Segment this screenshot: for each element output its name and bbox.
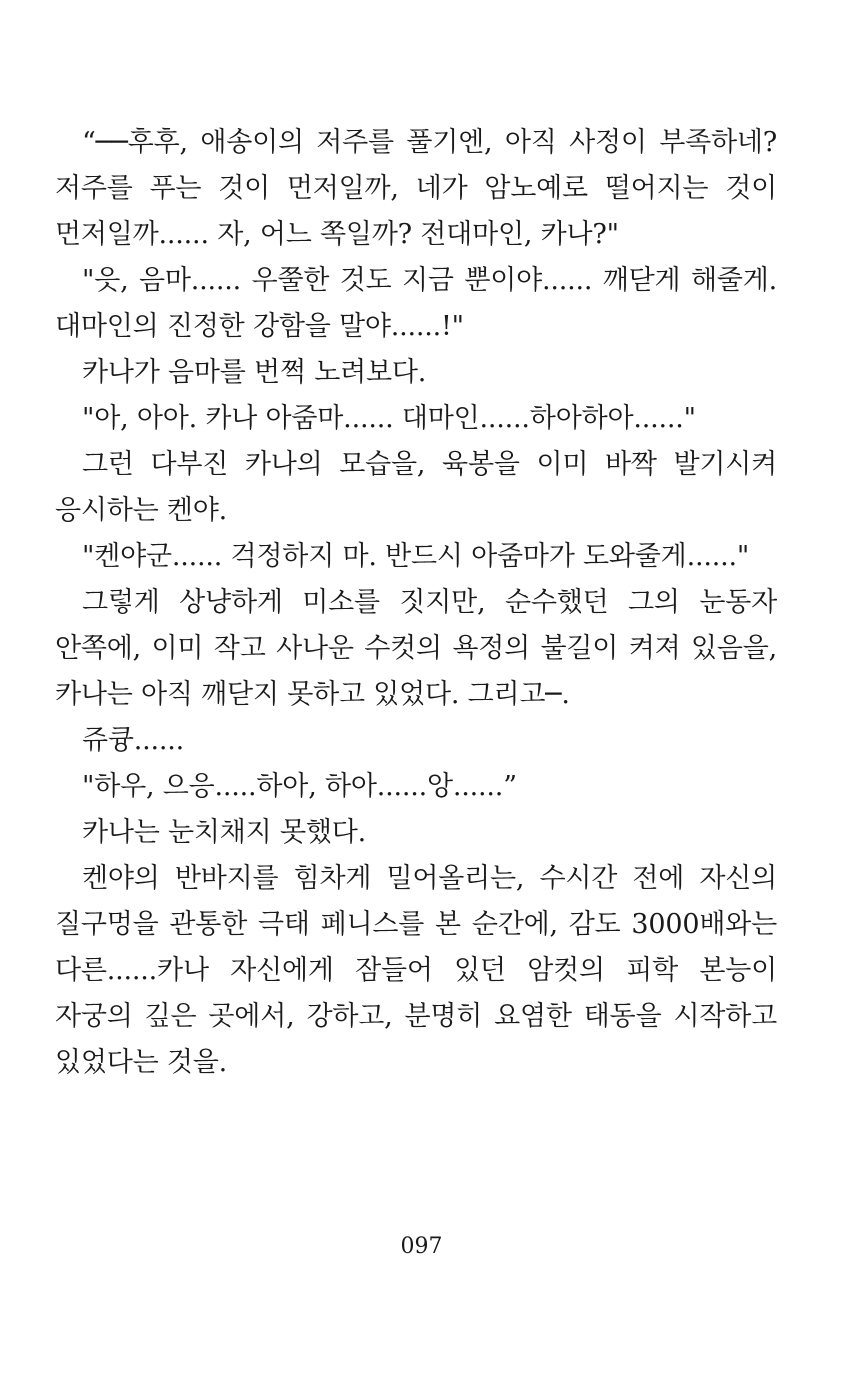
text-line: 켄야의 반바지를 힘차게 밀어올리는, 수시간 전에 자신의 xyxy=(82,863,777,894)
page-number: 097 xyxy=(400,1234,443,1259)
text-line: 안쪽에, 이미 작고 사나운 수컷의 욕정의 불길이 켜져 있음을, xyxy=(55,633,777,664)
text-line: 있었다는 것을. xyxy=(55,1047,228,1078)
text-line: "읏, 음마...... 우쭐한 것도 지금 뿐이야...... 깨닫게 해줄게. xyxy=(82,265,777,296)
text-line: 자궁의 깊은 곳에서, 강하고, 분명히 요염한 태동을 시작하고 xyxy=(55,1001,777,1032)
text-line: 저주를 푸는 것이 먼저일까, 네가 암노예로 떨어지는 것이 xyxy=(55,173,777,204)
text-line: 카나는 아직 깨닫지 못하고 있었다. 그리고─. xyxy=(55,679,570,710)
text-line: 대마인의 진정한 강함을 말야......!" xyxy=(55,311,464,342)
body-text xyxy=(55,120,777,1086)
text-line: 먼저일까...... 자, 어느 쪽일까? 전대마인, 카나?" xyxy=(55,219,619,250)
text-line: 쥬큥...... xyxy=(82,725,185,756)
text-line: 응시하는 켄야. xyxy=(55,495,228,526)
text-line: “──후후, 애송이의 저주를 풀기엔, 아직 사정이 부족하네? xyxy=(82,127,777,158)
text-line: 다른......카나 자신에게 잠들어 있던 암컷의 피학 본능이 xyxy=(55,955,777,986)
text-line: "하우, 으응.....하아, 하아......앙......” xyxy=(82,771,517,802)
text-line: 카나는 눈치채지 못했다. xyxy=(82,817,366,848)
text-line: "아, 아아. 카나 아줌마...... 대마인......하아하아......" xyxy=(82,403,696,434)
text-line: 그렇게 상냥하게 미소를 짓지만, 순수했던 그의 눈동자 xyxy=(82,587,777,618)
text-line: 카나가 음마를 번쩍 노려보다. xyxy=(82,357,427,388)
text-line: 그런 다부진 카나의 모습을, 육봉을 이미 바짝 발기시켜 xyxy=(82,449,777,480)
text-line: "켄야군...... 걱정하지 마. 반드시 아줌마가 도와줄게......" xyxy=(82,541,750,572)
text-line: 질구멍을 관통한 극태 페니스를 본 순간에, 감도 3000배와는 xyxy=(55,909,777,940)
